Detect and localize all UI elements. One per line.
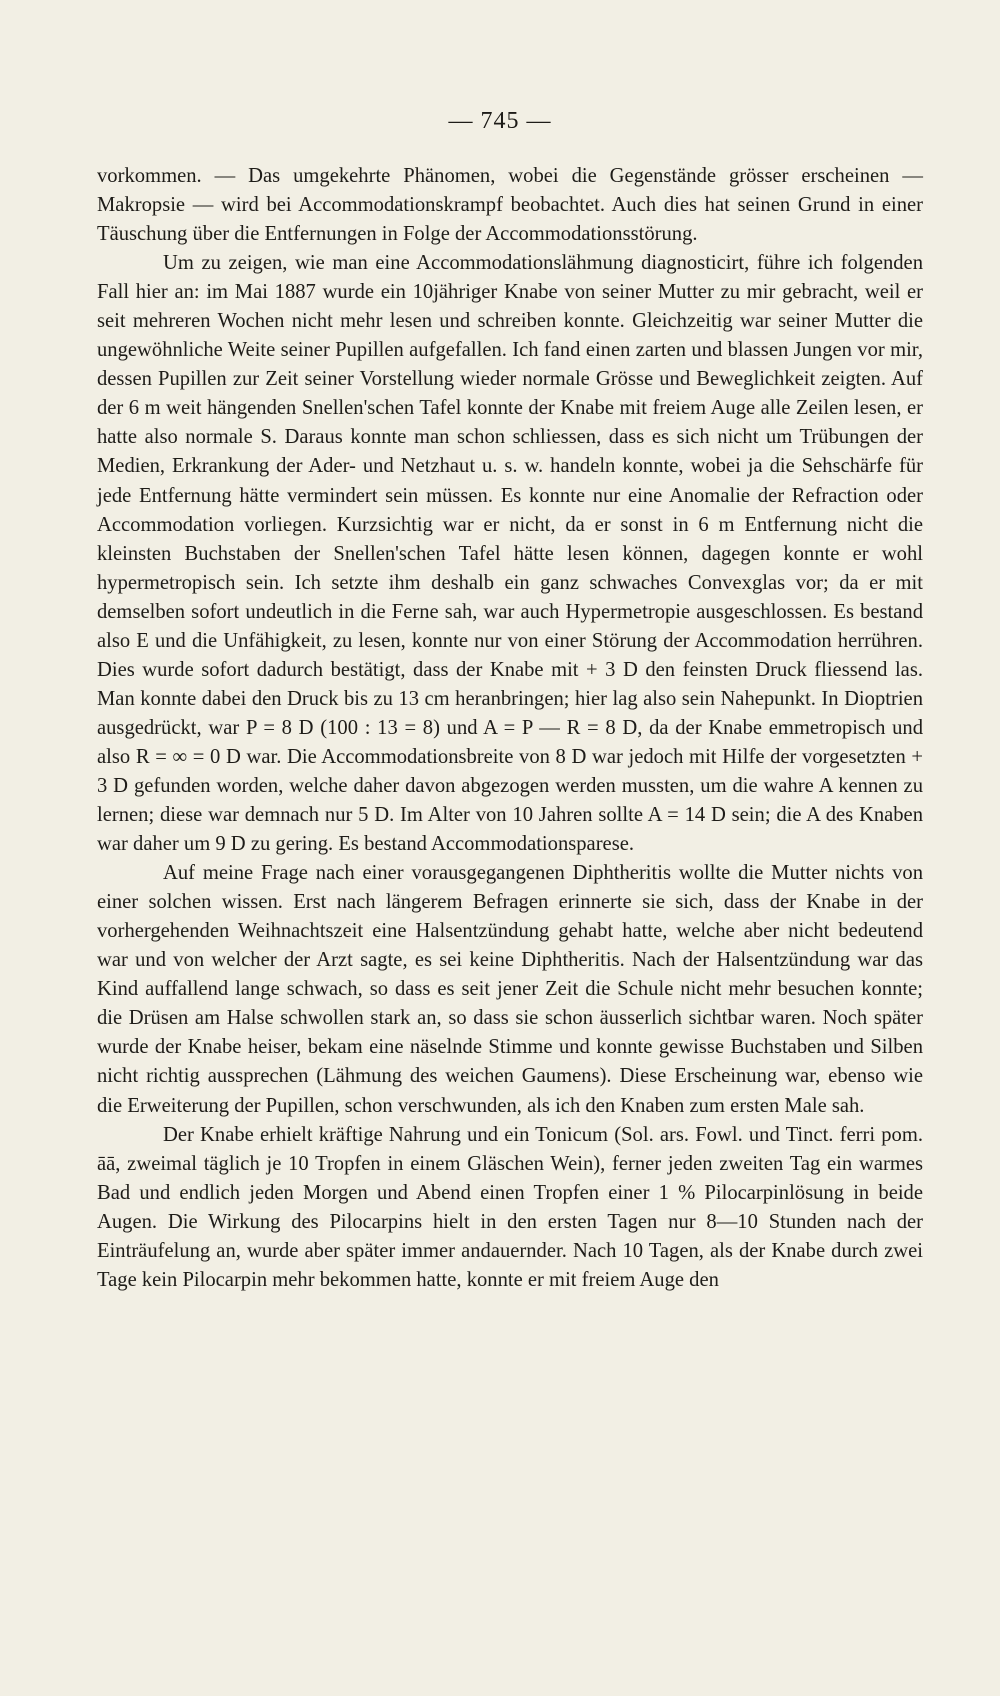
paragraph-4: Der Knabe erhielt kräftige Nahrung und ein Tonicum (Sol. ars. Fowl. und Tinct. ferri pom. āā, zweimal täglich je 10 Tropfen in einem Gläschen Wein), ferner jeden zweiten Tag ein warmes Bad und endlich jeden Morgen und Abend einen Tropfen einer 1 % Pilocarpinlösung in beide Augen. Die Wirkung des Pilocarpins hielt in den ersten Tagen nur 8—10 Stunden nach der Einträufelung an, wurde aber später immer andauernder. Nach 10 Tagen, als der Knabe durch zwei Tage kein Pilocarpin mehr bekommen hatte, konnte er mit freiem Auge den [97, 1123, 923, 1291]
page-number: — 745 — [448, 108, 552, 134]
paragraph-2: Um zu zeigen, wie man eine Accommodationslähmung diagnosticirt, führe ich folgenden Fall hier an: im Mai 1887 wurde ein 10jähriger Knabe von seiner Mutter zu mir gebracht, weil er seit mehreren Wochen nicht mehr lesen und schreiben konnte. Gleichzeitig war seiner Mutter die ungewöhnliche Weite seiner Pupillen aufgefallen. Ich fand einen zarten und blassen Jungen vor mir, dessen Pupillen zur Zeit seiner Vorstellung wieder normale Grösse und Beweglichkeit zeigten. Auf der 6 m weit hängenden Snellen'schen Tafel konnte der Knabe mit freiem Auge alle Zeilen lesen, er hatte also normale S. Daraus konnte man schon schliessen, dass es sich nicht um Trübungen der Medien, Erkrankung der Ader- und Netzhaut u. s. w. handeln konnte, wobei ja die Sehschärfe für jede Entfernung hätte vermindert sein müssen. Es konnte nur eine Anomalie der Refraction oder Accommodation vorliegen. Kurzsichtig war er nicht, da er sonst in 6 m Entfernung nicht die kleinsten Buchstaben der Snellen'schen Tafel hätte lesen können, dagegen konnte er wohl hypermetropisch sein. Ich setzte ihm deshalb ein ganz schwaches Convexglas vor; da er mit demselben sofort undeutlich in die Ferne sah, war auch Hypermetropie ausgeschlossen. Es bestand also E und die Unfähigkeit, zu lesen, konnte nur von einer Störung der Accommodation herrühren. Dies wurde sofort dadurch bestätigt, dass der Knabe mit + 3 D den feinsten Druck fliessend las. Man konnte dabei den Druck bis zu 13 cm heranbringen; hier lag also sein Nahepunkt. In Dioptrien ausgedrückt, war P = 8 D (100 : 13 = 8) und A = P — R = 8 D, da der Knabe emmetropisch und also R = ∞ = 0 D war. Die Accommodationsbreite von 8 D war jedoch mit Hilfe der vorgesetzten + 3 D gefunden worden, welche daher davon abgezogen werden mussten, um die wahre A kennen zu lernen; diese war demnach nur 5 D. Im Alter von 10 Jahren sollte A = 14 D sein; die A des Knaben war daher um 9 D zu gering. Es bestand Accommodationsparese. [97, 252, 923, 856]
paragraph-3: Auf meine Frage nach einer vorausgegangenen Diphtheritis wollte die Mutter nichts von einer solchen wissen. Erst nach längerem Befragen erinnerte sie sich, dass der Knabe in der vorhergehenden Weihnachtszeit eine Halsentzündung gehabt hatte, welche aber nicht bedeutend war und von welcher der Arzt sagte, es sei keine Diphtheritis. Nach der Halsentzündung war das Kind auffallend lange schwach, so dass es seit jener Zeit die Schule nicht mehr besuchen konnte; die Drüsen am Halse schwollen stark an, so dass sie schon äusserlich sichtbar waren. Noch später wurde der Knabe heiser, bekam eine näselnde Stimme und konnte gewisse Buchstaben und Silben nicht richtig aussprechen (Lähmung des weichen Gaumens). Diese Erscheinung war, ebenso wie die Erweiterung der Pupillen, schon verschwunden, als ich den Knaben zum ersten Male sah. [97, 862, 923, 1117]
paragraph-1: vorkommen. — Das umgekehrte Phänomen, wobei die Gegenstände grösser erscheinen — Makropsie — wird bei Accommodationskrampf beobachtet. Auch dies hat seinen Grund in einer Täuschung über die Entfernungen in Folge der Accommodationsstörung. [97, 165, 923, 246]
body-text [97, 162, 923, 1295]
